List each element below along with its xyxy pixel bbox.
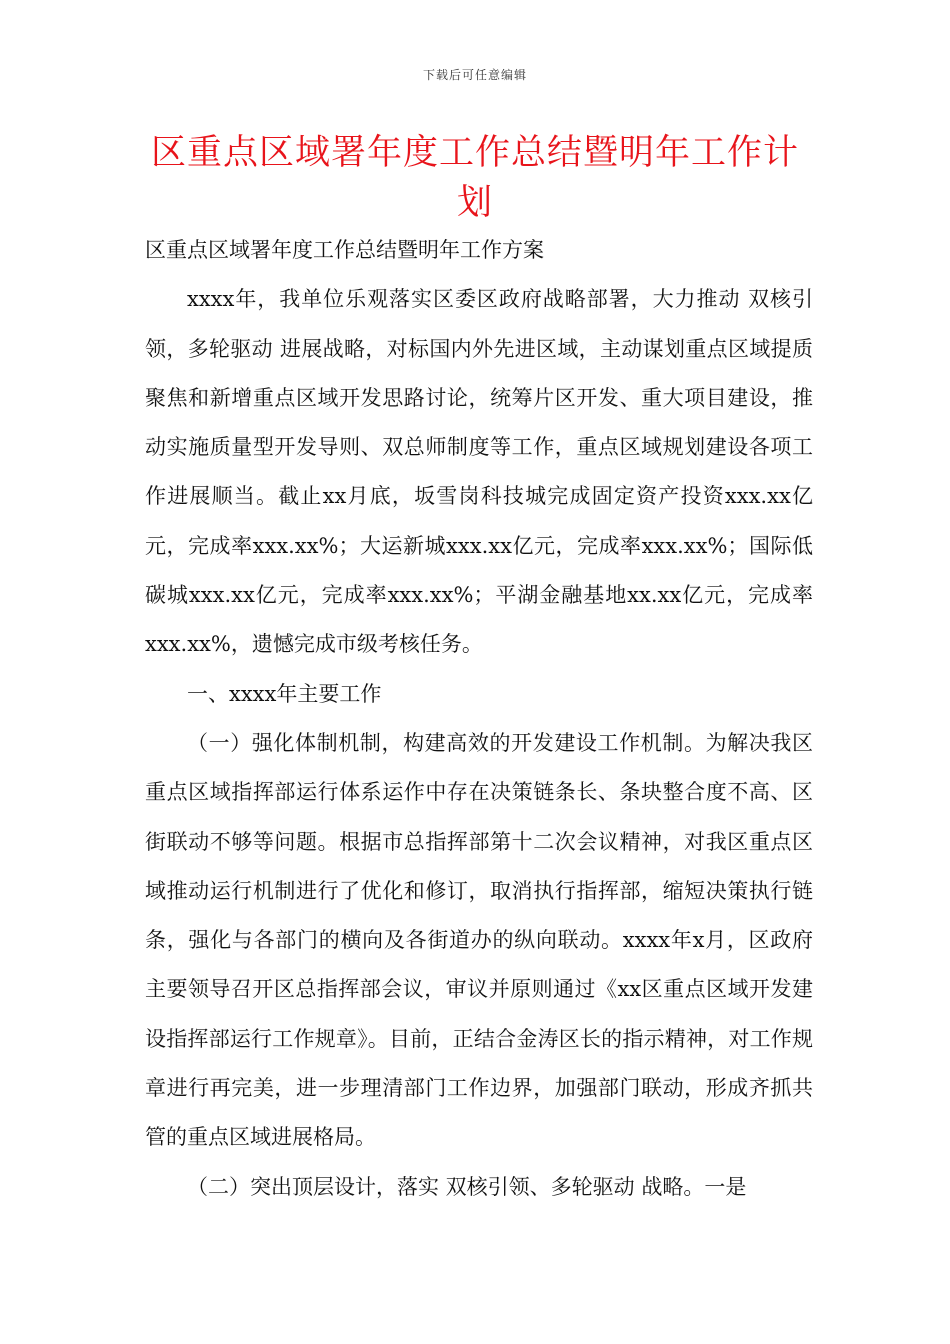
download-note: 下载后可任意编辑 [422, 68, 527, 82]
paragraph-mechanism: （一）强化体制机制，构建高效的开发建设工作机制。为解决我区重点区域指挥部运行体系运作中存在决策链条长、条块整合度不高、区街联动不够等问题。根据市总指挥部第十二次会议精神，对我区重点区域推动运行机制进行了优化和修订，取消执行指挥部，缩短决策执行链条，强化与各部门的横向及各街道办的纵向联动。xxxx年x月，区政府主要领导召开区总指挥部会议，审议并原则通过《xx区重点区域开发建设指挥部运行工作规章》。目前，正结合金涛区长的指示精神，对工作规章进行再完美，进一步理清部门工作边界，加强部门联动，形成齐抓共管的重点区域进展格局。 [145, 730, 813, 1150]
section-heading: 一、xxxx年主要工作 [187, 681, 382, 706]
document-body [145, 226, 813, 1212]
paragraph-intro: xxxx年，我单位乐观落实区委区政府战略部署，大力推动 双核引领，多轮驱动 进展战略，对标国内外先进区域，主动谋划重点区域提质聚焦和新增重点区域开发思路讨论，统筹片区开发、重大项目建设，推动实施质量型开发导则、双总师制度等工作，重点区域规划建设各项工作进展顺当。截止xx月底，坂雪岗科技城完成固定资产投资xxx.xx亿元，完成率xxx.xx%；大运新城xxx.xx亿元，完成率xxx.xx%；国际低碳城xxx.xx亿元，完成率xxx.xx%；平湖金融基地xx.xx亿元，完成率xxx.xx%，遗憾完成市级考核任务。 [145, 287, 813, 657]
document-subtitle: 区重点区域署年度工作总结暨明年工作方案 [145, 238, 544, 262]
document-title: 区重点区域署年度工作总结暨明年工作计划 [150, 133, 799, 223]
paragraph-design: （二）突出顶层设计，落实 双核引领、多轮驱动 战略。一是 [187, 1174, 747, 1199]
